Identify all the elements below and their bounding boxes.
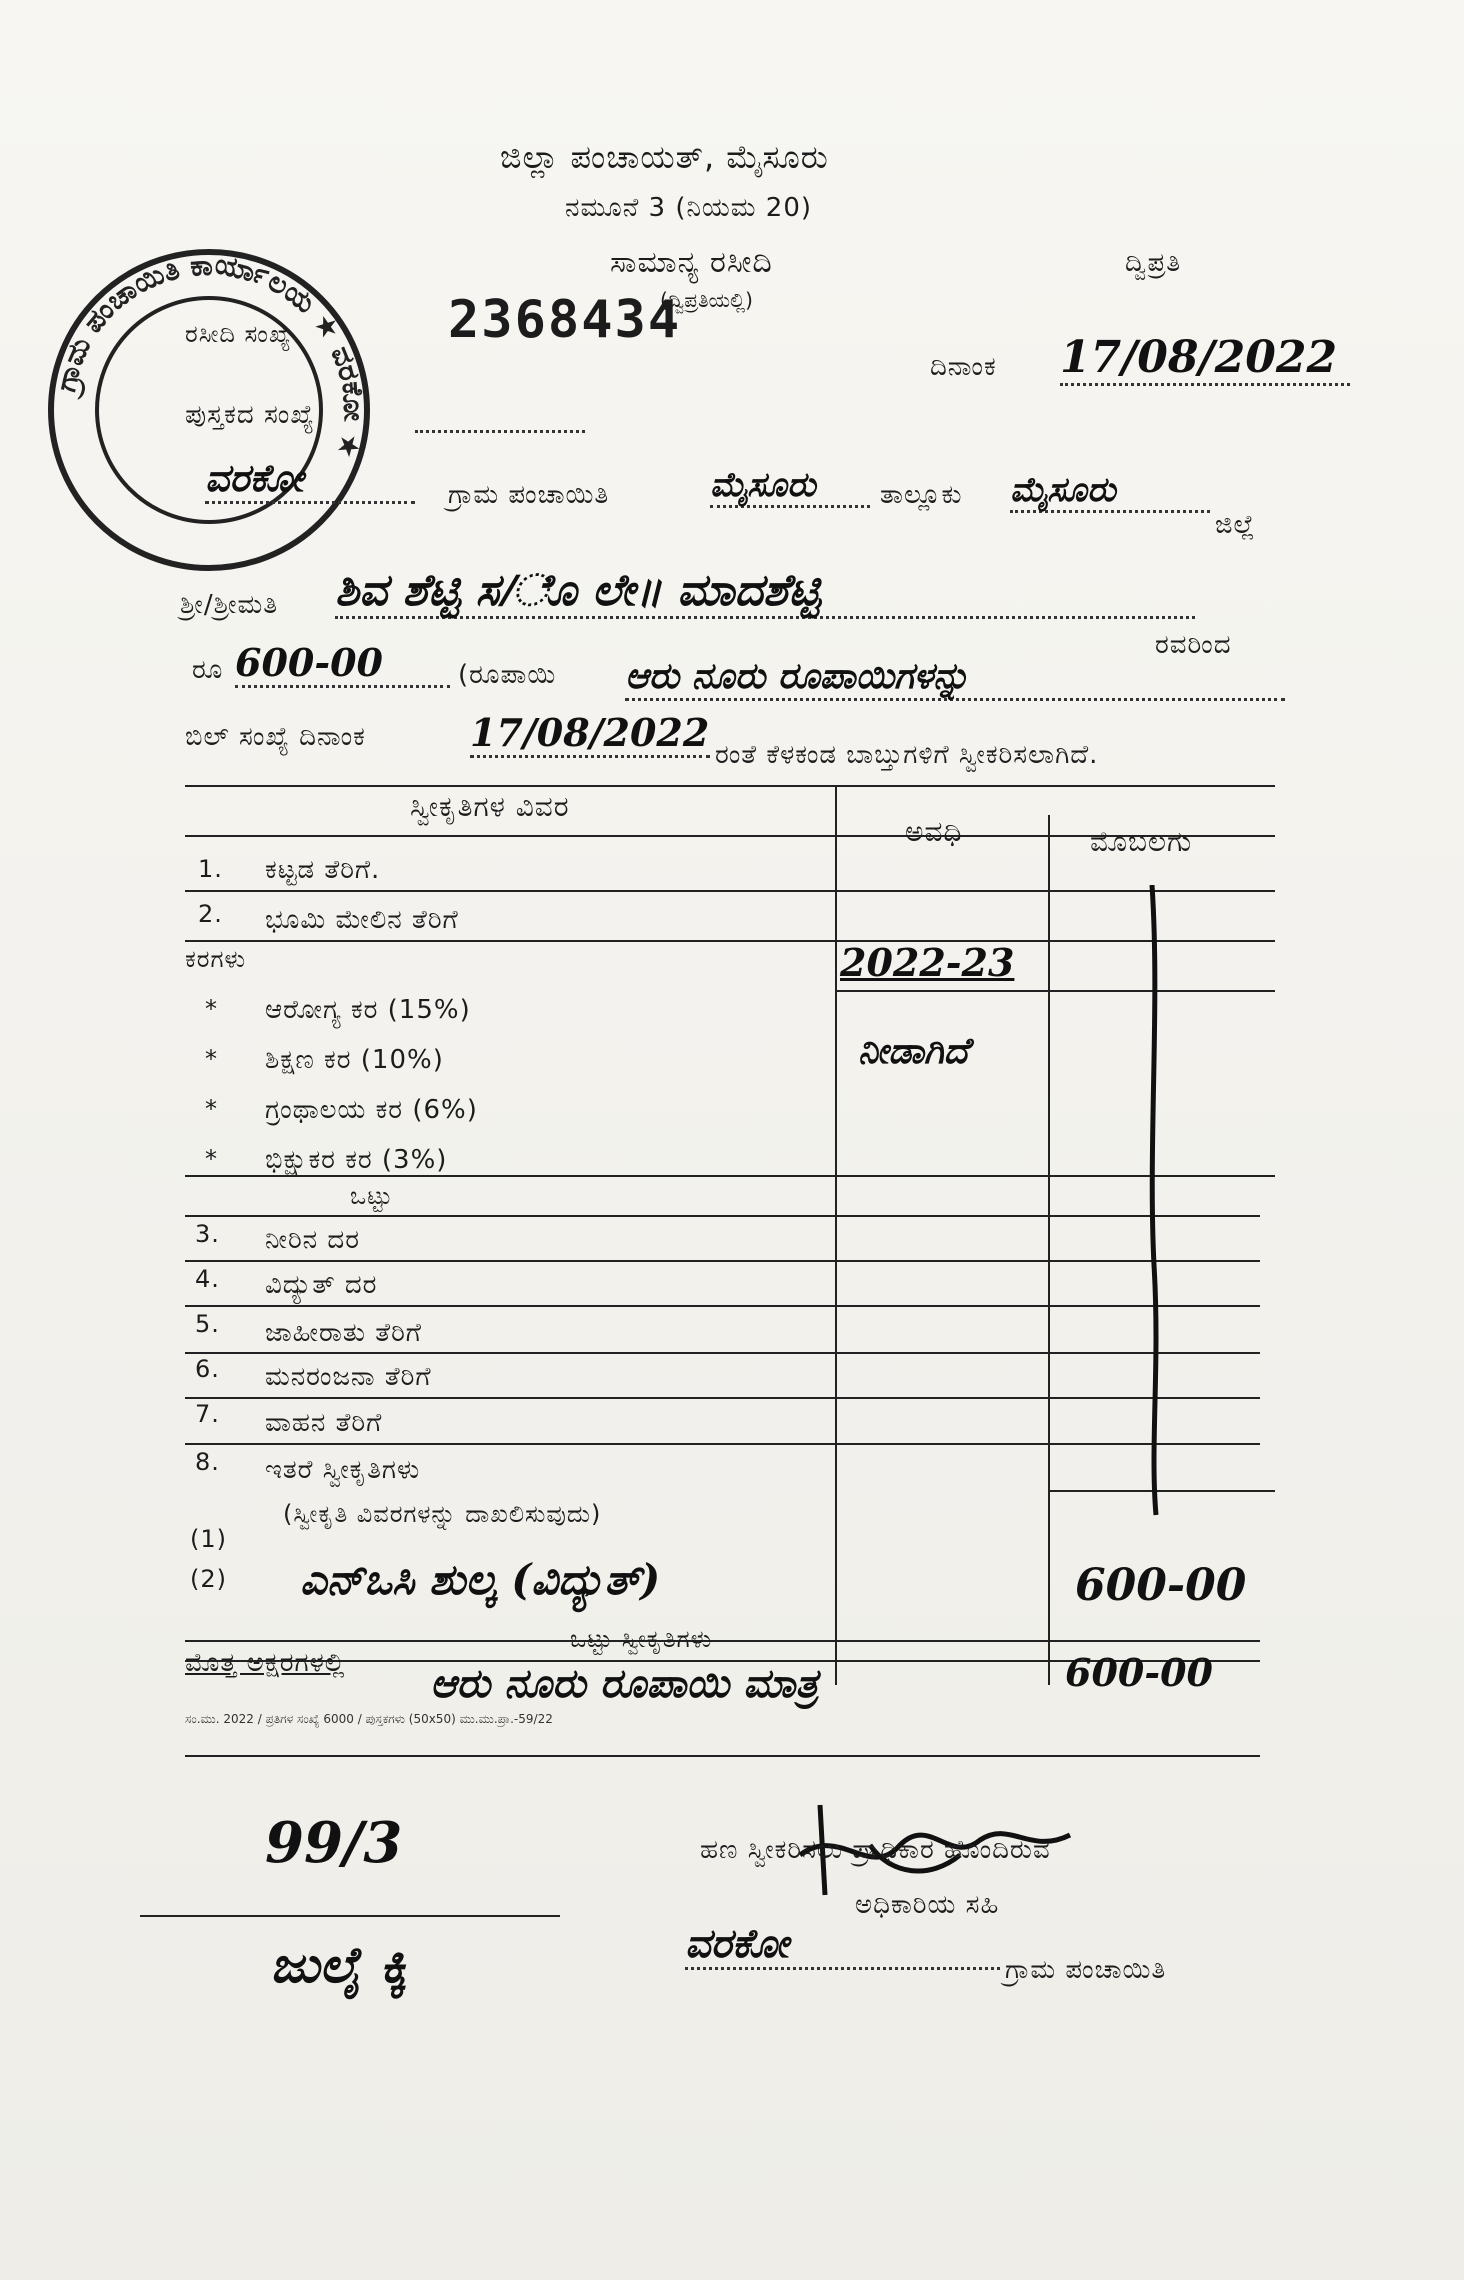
period-column-rule (835, 785, 837, 1685)
row-building-tax: ಕಟ್ಟಡ ತೆರಿಗೆ. (265, 855, 381, 885)
taluk-label: ತಾಲ್ಲೂಕು (880, 480, 963, 510)
name-label: ಶ್ರೀ/ಶ್ರೀಮತಿ (180, 590, 279, 620)
row-no: 2. (198, 900, 223, 928)
receipt-no-label: ರಸೀದಿ ಸಂಖ್ಯೆ (185, 320, 292, 348)
table-top-border (185, 785, 1275, 787)
bottom-village: ವರಕೋ (685, 1920, 1000, 1970)
other-note: (ಸ್ವೀಕೃತಿ ವಿವರಗಳನ್ನು ದಾಖಲಿಸುವುದು) (283, 1500, 602, 1528)
bill-label: ಬಿಲ್ ಸಂಖ್ಯೆ ದಿನಾಂಕ (185, 722, 366, 752)
payer-name: ಶಿವ ಶೆಟ್ಟಿ ಸ/ೊ ಲೇ॥ ಮಾದಶೆಟ್ಟಿ (335, 565, 1195, 619)
tax-bullet: * (205, 1045, 218, 1073)
tax-health: ಆರೋಗ್ಯ ಕರ (15%) (265, 995, 471, 1025)
row-no: 5. (195, 1310, 220, 1338)
amount-column-strike (1140, 885, 1180, 1525)
line-no: (2) (190, 1565, 227, 1593)
period-note: ನೀಡಾಗಿದೆ (858, 1030, 969, 1072)
row-rule (185, 1640, 1260, 1642)
row-no: 3. (195, 1220, 220, 1248)
row-rule (185, 1260, 1260, 1262)
row-rule (185, 1397, 1260, 1399)
row-rule (185, 1305, 1260, 1307)
rupees-label: (ರೂಪಾಯಿ (458, 660, 557, 690)
office-title: ಜಿಲ್ಲಾ ಪಂಚಾಯತ್, ಮೈಸೂರು (500, 138, 829, 176)
amount-column-rule (1048, 815, 1050, 1685)
form-number: ನಮೂನೆ 3 (ನಿಯಮ 20) (565, 193, 813, 223)
line-no: (1) (190, 1525, 227, 1553)
village-name: ವರಕೋ (205, 455, 415, 504)
row-entertainment: ಮನರಂಜನಾ ತೆರಿಗೆ (265, 1362, 432, 1392)
file-note-2: ಜುಲೈ ಕ್ಕಿ (270, 1935, 408, 1994)
tax-bullet: * (205, 1095, 218, 1123)
header-details: ಸ್ವೀಕೃತಿಗಳ ವಿವರ (410, 790, 570, 823)
district-label: ಜಿಲ್ಲೆ (1215, 510, 1256, 540)
svg-text:ಗ್ರಾಮ ಪಂಚಾಯಿತಿ ಕಾರ್ಯಾಲಯ ★ ವರಕೋ: ಗ್ರಾಮ ಪಂಚಾಯಿತಿ ಕಾರ್ಯಾಲಯ ★ ವರಕೋ ★ (49, 247, 371, 463)
row-rule (185, 1215, 1260, 1217)
row-rule (185, 1175, 1275, 1177)
signature-label-2: ಅಧಿಕಾರಿಯ ಸಹಿ (855, 1890, 1000, 1920)
noc-fee-entry: ಎನ್ಒಸಿ ಶುಲ್ಕ (ವಿದ್ಯುತ್) (300, 1555, 661, 1604)
receipt-title: ಸಾಮಾನ್ಯ ರಸೀದಿ (610, 245, 773, 280)
taxes-label: ಕರಗಳು (185, 945, 247, 973)
total-words-label: ಮೊತ್ತ ಅಕ್ಷರಗಳಲ್ಲಿ (185, 1648, 346, 1678)
total-amount: 600-00 (1065, 1650, 1213, 1695)
total-label: ಒಟ್ಟು ಸ್ವೀಕೃತಿಗಳು (570, 1625, 713, 1653)
bill-date: 17/08/2022 (470, 710, 710, 758)
header-amount: ಮೊಬಲಗು (1090, 825, 1193, 858)
row-water: ನೀರಿನ ದರ (265, 1225, 360, 1255)
bottom-panchayat-label: ಗ್ರಾಮ ಪಂಚಾಯಿತಿ (1005, 1955, 1167, 1985)
receipt-subtitle: (ದ್ವಿಪ್ರತಿಯಲ್ಲಿ) (660, 288, 753, 312)
row-land-tax: ಭೂಮಿ ಮೇಲಿನ ತೆರಿಗೆ (265, 905, 459, 935)
row-other: ಇತರೆ ಸ್ವೀಕೃತಿಗಳು (265, 1455, 421, 1485)
tax-beggary: ಭಿಕ್ಷುಕರ ಕರ (3%) (265, 1145, 448, 1175)
row-no: 4. (195, 1265, 220, 1293)
note-rule (140, 1915, 560, 1917)
book-no-label: ಪುಸ್ತಕದ ಸಂಖ್ಯೆ (185, 400, 315, 430)
subtotal-label: ಒಟ್ಟು (350, 1182, 394, 1210)
total-words: ಆರು ನೂರು ರೂಪಾಯಿ ಮಾತ್ರ (430, 1660, 819, 1707)
book-no-field (415, 428, 585, 433)
row-advertisement: ಜಾಹೀರಾತು ತೆರಿಗೆ (265, 1318, 422, 1348)
row-rule (185, 1443, 1260, 1445)
receipt-number: 2368434 (448, 290, 682, 350)
row-no: 8. (195, 1448, 220, 1476)
signature-label-1: ಹಣ ಸ್ವೀಕರಿಸಲು ಪ್ರಾಧಿಕಾರ ಹೊಂದಿರುವ (700, 1835, 1051, 1865)
district-name: ಮೈಸೂರು (1010, 470, 1210, 513)
period-value: 2022-23 (840, 940, 1015, 985)
receipt-date: 17/08/2022 (1060, 332, 1350, 386)
amount-figures: 600-00 (235, 640, 450, 688)
noc-fee-amount: 600-00 (1075, 1560, 1247, 1611)
tax-bullet: * (205, 995, 218, 1023)
row-no: 7. (195, 1400, 220, 1428)
table-bottom-border (185, 1755, 1260, 1757)
tax-education: ಶಿಕ್ಷಣ ಕರ (10%) (265, 1045, 444, 1075)
row-electricity: ವಿದ್ಯುತ್ ದರ (265, 1270, 378, 1300)
date-label: ದಿನಾಂಕ (930, 352, 997, 382)
file-note: 99/3 (265, 1810, 403, 1876)
taluk-name: ಮೈಸೂರು (710, 465, 870, 508)
copy-label: ದ್ವಿಪ್ರತಿ (1125, 248, 1182, 278)
amount-words: ಆರು ನೂರು ರೂಪಾಯಿಗಳನ್ನು (625, 655, 1285, 701)
row-rule (185, 1352, 1260, 1354)
row-rule (835, 990, 1275, 992)
tax-bullet: * (205, 1145, 218, 1173)
row-rule (185, 940, 1275, 942)
row-rule (185, 890, 1275, 892)
header-period: ಅವಧಿ (905, 815, 963, 848)
bill-suffix: ರಂತೆ ಕೆಳಕಂಡ ಬಾಬ್ತುಗಳಿಗೆ ಸ್ವೀಕರಿಸಲಾಗಿದೆ. (715, 740, 1099, 770)
amount-prefix: ರೂ (192, 655, 224, 685)
from-label: ರವರಿಂದ (1155, 630, 1232, 660)
tax-library: ಗ್ರಂಥಾಲಯ ಕರ (6%) (265, 1095, 478, 1125)
printer-imprint: ಸಂ.ಮು. 2022 / ಪ್ರತಿಗಳ ಸಂಖ್ಯೆ 6000 / ಪುಸ್ತಕಗಳು (50x50) ಮು.ಮು.ಪ್ರಾ.-59/22 (185, 1712, 553, 1726)
row-no: 6. (195, 1355, 220, 1383)
panchayat-label: ಗ್ರಾಮ ಪಂಚಾಯಿತಿ (448, 480, 610, 510)
row-no: 1. (198, 855, 223, 883)
row-vehicle: ವಾಹನ ತೆರಿಗೆ (265, 1408, 383, 1438)
